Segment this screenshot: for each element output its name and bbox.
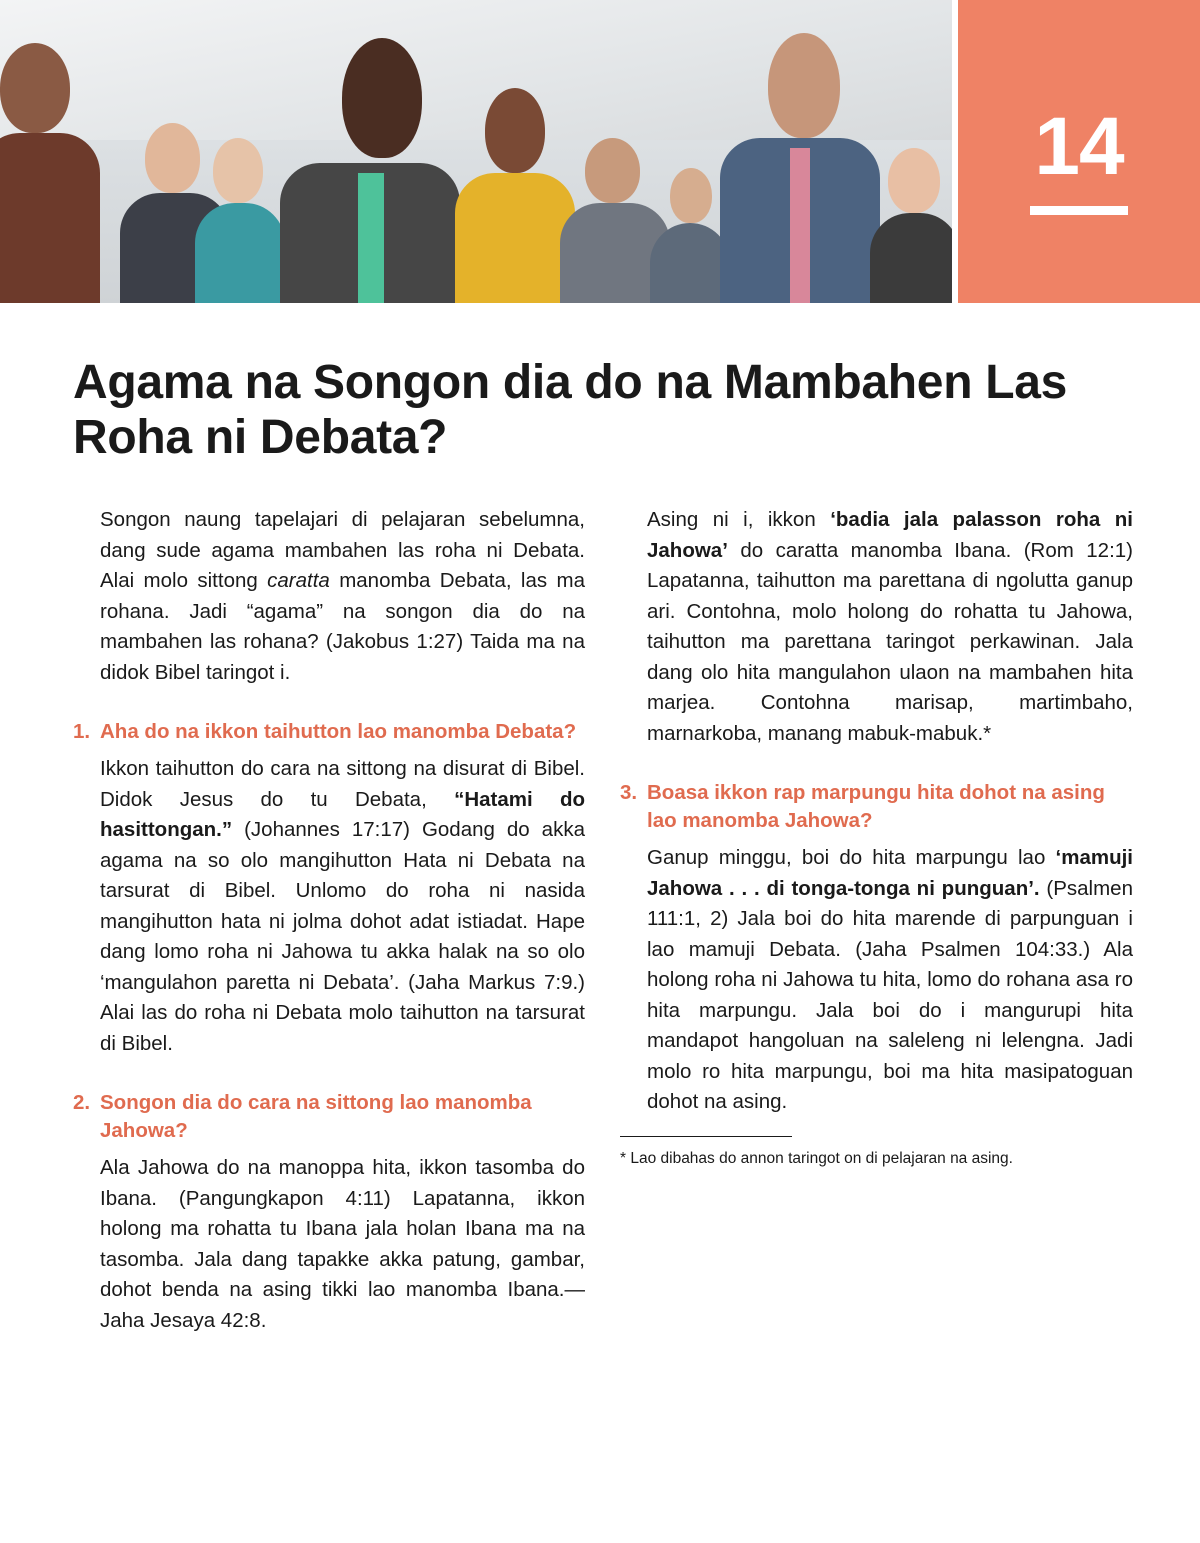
lesson-badge	[958, 0, 1200, 303]
question-3	[620, 779, 1133, 835]
question-number: 1.	[73, 720, 91, 743]
question-text: Aha do na ikkon taihutton lao manomba Debata?	[100, 720, 577, 743]
footnote: * Lao dibahas do annon taringot on di pelajaran na asing.	[620, 1149, 1013, 1167]
question-text: Boasa ikkon rap marpungu hita dohot na asing lao manomba Jahowa?	[647, 781, 1105, 832]
answer-2-paragraph: Ala Jahowa do na manoppa hita, ikkon tasomba do Ibana. (Pangungkapon 4:11) Lapatanna, ikkon holong ma rohatta tu Ibana jala holan Ibana ma na tasomba. Jala dang tapakke akka patung, gambar, dohot benda na asing tikki lao manomba Ibana.—Jaha Jesaya 42:8.	[100, 1156, 585, 1332]
question-2	[73, 1089, 585, 1145]
answer-3-paragraph: Ganup minggu, boi do hita marpungu lao ‘mamuji Jahowa . . . di tonga-tonga ni punguan’. (Psalmen 111:1, 2) Jala boi do hita marende di parpunguan i lao mamuji Debata. (Jaha Psalmen 104:33.) Ala holong roha ni Jahowa tu hita, lomo do rohana asa ro hita marpungu. Jala boi do i mangurupi hita mandapot hangoluan na saleleng ni lelengna. Jadi molo ro hita marpungu, boi ma hita masipatoguan dohot na asing.	[647, 846, 1133, 1113]
person-woman-yellow	[455, 83, 575, 303]
page-title: Agama na Songon dia do na Mambahen Las Roha ni Debata?	[73, 356, 1068, 464]
hero-photo-worshippers-singing	[0, 0, 952, 303]
question-number: 3.	[620, 781, 638, 804]
question-text: Songon dia do cara na sittong lao manomba Jahowa?	[100, 1091, 532, 1142]
person-man-center	[280, 13, 460, 303]
person-background	[650, 163, 730, 303]
right-column	[620, 505, 1133, 1169]
lesson-number: 14	[1034, 101, 1124, 192]
person-man-blue-suit	[720, 13, 880, 303]
footnote-divider	[620, 1136, 792, 1137]
person-woman-right	[870, 143, 952, 303]
left-column	[73, 505, 585, 1336]
person-woman-teal	[195, 123, 285, 303]
answer-2-continuation: Asing ni i, ikkon ‘badia jala palasson roha ni Jahowa’ do caratta manomba Ibana. (Rom 12:1) Lapatanna, taihutton ma parettana di ngolutta ganup ari. Contohna, molo holong do rohatta tu Jahowa, taihutton ma parettana taringot perkawinan. Jala dang olo hita mangulahon ulaon na mambahen hita marjea. Contohna marisap, martimbaho, marnarkoba, manang mabuk-mabuk.*	[647, 508, 1133, 745]
scripture-quote: “Hatami do hasittongan.”	[100, 787, 585, 841]
intro-paragraph: Songon naung tapelajari di pelajaran sebelumna, dang sude agama mambahen las roha ni Debata. Alai molo sittong caratta manomba Debata, las ma rohana. Jadi “agama” na songon dia do na mambahen las rohana? (Jakobus 1:27) Taida ma na didok Bibel taringot i.	[100, 508, 585, 684]
italic-emphasis: caratta	[267, 569, 330, 592]
question-1	[73, 718, 585, 746]
answer-1-paragraph: Ikkon taihutton do cara na sittong na disurat di Bibel. Didok Jesus do tu Debata, “Hatami do hasittongan.” (Johannes 17:17) Godang do akka agama na so olo mangihutton Hata ni Debata na tarsurat di Bibel. Unlomo do roha ni nasida mangihutton hata ni jolma dohot adat istiadat. Hape dang lomo roha ni Jahowa tu akka halak na so olo ‘mangulahon paretta ni Debata’. (Jaha Markus 7:9.) Alai las do roha ni Debata molo taihutton na tarsurat di Bibel.	[100, 757, 585, 1055]
question-number: 2.	[73, 1091, 91, 1114]
scripture-quote: ‘badia jala palasson roha ni Jahowa’	[647, 508, 1133, 562]
badge-underline	[1030, 206, 1128, 215]
person-left	[0, 13, 100, 303]
scripture-quote: ‘mamuji Jahowa . . . di tonga-tonga ni punguan’.	[647, 846, 1133, 900]
